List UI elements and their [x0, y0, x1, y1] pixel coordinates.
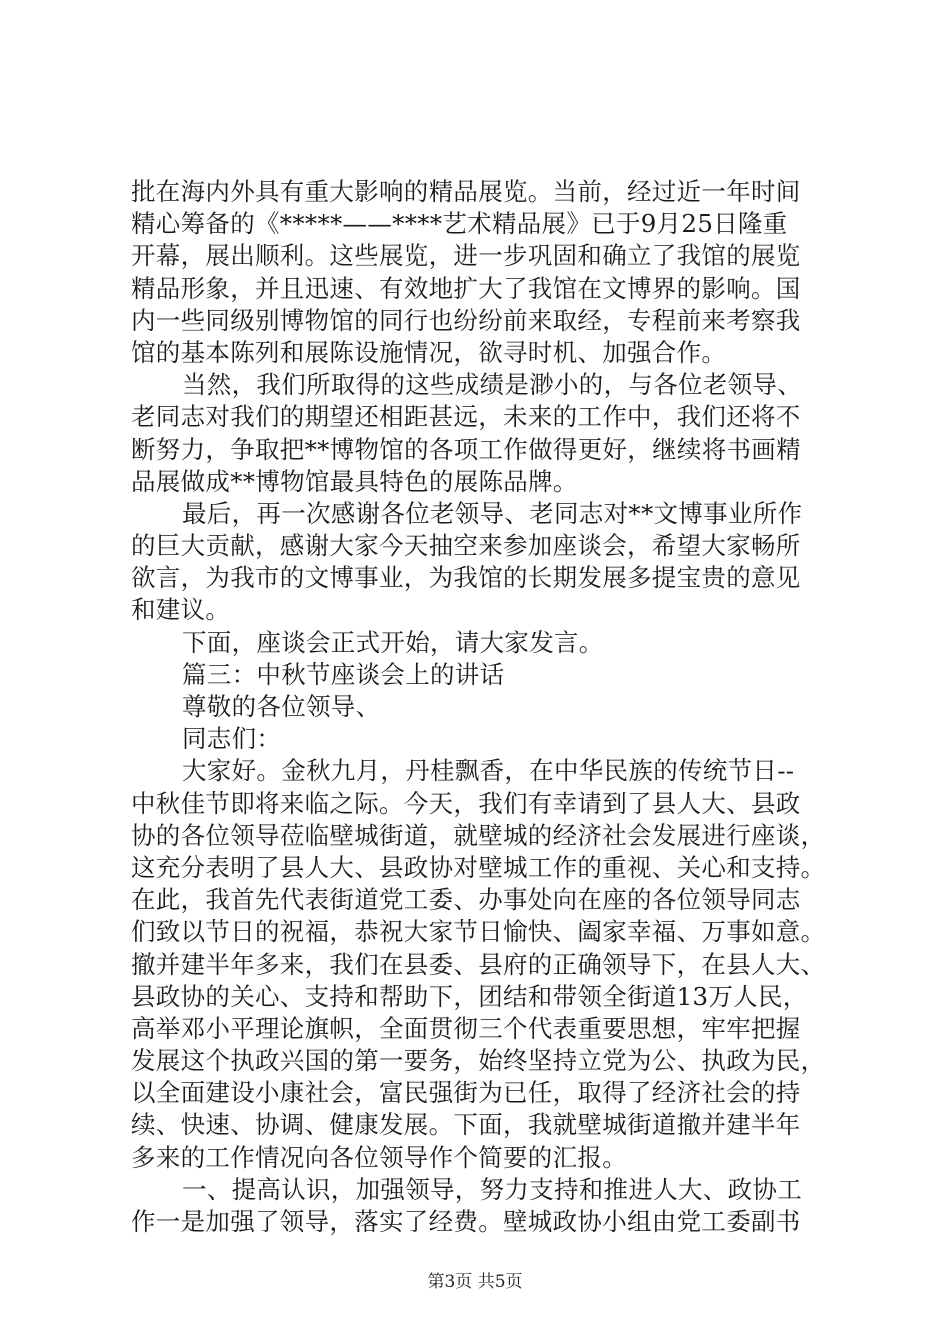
text-line: 和建议。 [131, 595, 231, 625]
text-line: 一、提高认识，加强领导，努力支持和推进人大、政协工 [182, 1174, 802, 1204]
text-line: 最后，再一次感谢各位老领导、老同志对**文博事业所作 [182, 498, 803, 528]
text-line: 老同志对我们的期望还相距甚远，未来的工作中，我们还将不 [131, 402, 801, 432]
text-line: 的巨大贡献，感谢大家今天抽空来参加座谈会，希望大家畅所 [131, 531, 801, 561]
text-line: 撤并建半年多来，我们在县委、县府的正确领导下，在县人大、 [131, 949, 826, 979]
text-line: 这充分表明了县人大、县政协对壁城工作的重视、关心和支持。 [131, 852, 826, 882]
section-heading: 篇三：中秋节座谈会上的讲话 [182, 659, 505, 689]
text-line: 发展这个执政兴国的第一要务，始终坚持立党为公、执政为民， [131, 1046, 826, 1076]
salutation-line: 尊敬的各位领导、 [182, 692, 381, 721]
text-line: 在此，我首先代表街道党工委、办事处向在座的各位领导同志 [131, 885, 801, 915]
text-line: 批在海内外具有重大影响的精品展览。当前，经过近一年时间 [131, 177, 801, 206]
text-line: 县政协的关心、支持和帮助下，团结和带领全街道13万人民， [131, 981, 808, 1011]
text-line: 当然，我们所取得的这些成绩是渺小的，与各位老领导、 [182, 370, 802, 400]
text-line: 内一些同级别博物馆的同行也纷纷前来取经，专程前来考察我 [131, 305, 801, 335]
text-line: 们致以节日的祝福，恭祝大家节日愉快、阖家幸福、万事如意。 [131, 917, 826, 947]
text-line: 欲言，为我市的文博事业，为我馆的长期发展多提宝贵的意见 [131, 563, 801, 593]
text-line: 断努力，争取把**博物馆的各项工作做得更好，继续将书画精 [131, 434, 801, 464]
text-line: 下面，座谈会正式开始，请大家发言。 [182, 627, 604, 657]
text-line: 馆的基本陈列和展陈设施情况，欲寻时机、加强合作。 [131, 337, 727, 367]
page-number-footer: 第3页 共5页 [427, 1272, 523, 1292]
text-line: 协的各位领导莅临壁城街道，就壁城的经济社会发展进行座谈， [131, 820, 826, 850]
document-body [131, 176, 831, 1238]
text-line: 多来的工作情况向各位领导作个简要的汇报。 [131, 1142, 627, 1172]
salutation-line: 同志们： [182, 724, 282, 754]
text-line: 作一是加强了领导，落实了经费。壁城政协小组由党工委副书 [131, 1207, 801, 1236]
text-line: 精品形象，并且迅速、有效地扩大了我馆在文博界的影响。国 [131, 273, 801, 303]
text-line: 品展做成**博物馆最具特色的展陈品牌。 [131, 466, 578, 496]
text-line: 高举邓小平理论旗帜，全面贯彻三个代表重要思想，牢牢把握 [131, 1013, 801, 1043]
text-line: 以全面建设小康社会，富民强街为已任，取得了经济社会的持 [131, 1078, 801, 1108]
text-line: 精心筹备的《*****——****艺术精品展》已于9月25日隆重 [131, 209, 788, 239]
text-line: 大家好。金秋九月，丹桂飘香，在中华民族的传统节日-- [182, 756, 795, 786]
text-line: 中秋佳节即将来临之际。今天，我们有幸请到了县人大、县政 [131, 788, 801, 818]
text-line: 续、快速、协调、健康发展。下面，我就壁城街道撤并建半年 [131, 1110, 801, 1140]
text-line: 开幕，展出顺利。这些展览，进一步巩固和确立了我馆的展览 [131, 241, 801, 271]
